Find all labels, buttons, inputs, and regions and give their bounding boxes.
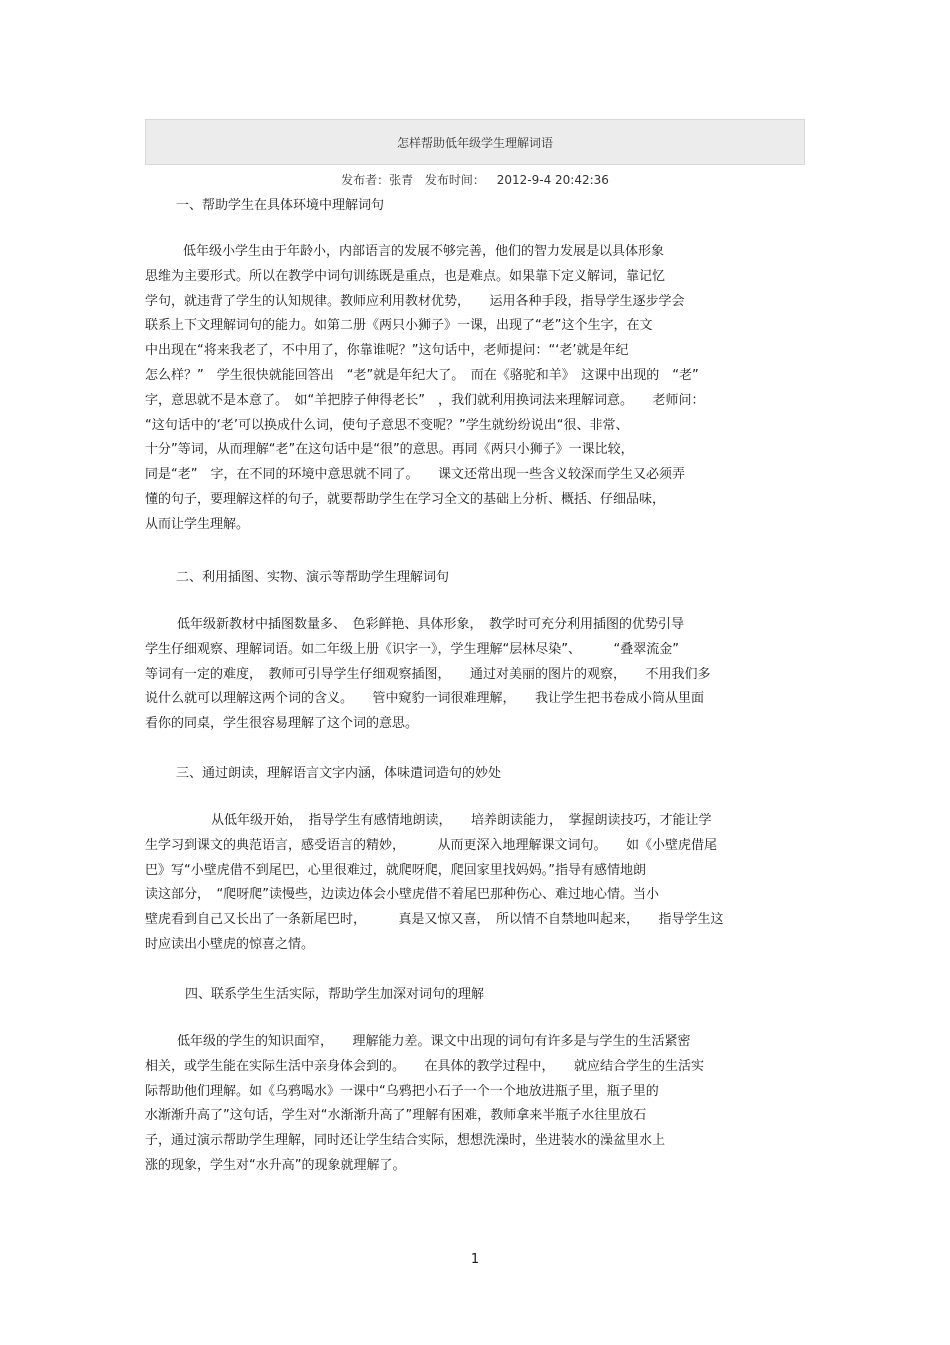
text-line: “这句话中的‘老’可以换成什么词，使句子意思不变呢？”学生就纷纷说出“很、非常、 xyxy=(145,417,629,433)
publisher-label: 发布者：张青 xyxy=(341,173,414,187)
text-line: 时应读出小壁虎的惊喜之情。 xyxy=(145,936,315,952)
section-heading-3: 三、通过朗读，理解语言文字内涵，体味遣词造句的妙处 xyxy=(176,766,502,781)
publish-info xyxy=(145,171,805,188)
text-line: 子，通过演示帮助学生理解，同时还让学生结合实际，想想洗澡时，坐进装水的澡盆里水上 xyxy=(145,1133,666,1149)
text-line: 低年级小学生由于年龄小，内部语言的发展不够完善，他们的智力发展是以具体形象 xyxy=(183,244,665,259)
text-line: 思维为主要形式。所以在教学中词句训练既是重点，也是难点。如果靠下定义解词，靠记忆 xyxy=(145,268,666,284)
text-line: 说什么就可以理解这两个词的含义。 管中窥豹一词很难理解， 我让学生把书卷成小筒从里面 xyxy=(145,691,705,707)
text-line: 十分”等词，从而理解“老”在这句话中是“很”的意思。再同《两只小狮子》一课比较， xyxy=(145,442,634,458)
title-bar xyxy=(145,119,805,165)
text-line: 看你的同桌，学生很容易理解了这个词的意思。 xyxy=(145,716,419,732)
page-number: 1 xyxy=(470,1252,480,1267)
text-line: 低年级新教材中插图数量多、 色彩鲜艳、具体形象， 教学时可充分利用插图的优势引导 xyxy=(177,617,685,632)
section-body-4 xyxy=(145,1030,805,1179)
text-line: 字，意思就不是本意了。 如“羊把脖子伸得老长” ，我们就利用换词法来理解词意。 老师问： xyxy=(145,392,705,408)
text-line: 联系上下文理解词句的能力。如第二册《两只小狮子》一课，出现了“老”这个生字，在文 xyxy=(145,318,653,334)
section-body-1 xyxy=(145,240,805,538)
text-line: 从而让学生理解。 xyxy=(145,516,250,532)
text-line: 低年级的学生的知识面窄， 理解能力差。课文中出现的词句有许多是与学生的生活紧密 xyxy=(177,1034,691,1049)
text-line: 懂的句子，要理解这样的句子，就要帮助学生在学习全文的基础上分析、概括、仔细品味， xyxy=(145,491,666,507)
text-line: 生学习到课文的典范语言，感受语言的精妙， 从而更深入地理解课文词句。 如《小壁虎借尾 xyxy=(145,837,718,853)
publish-time-label: 发布时间： xyxy=(424,173,485,187)
text-line: 从低年级开始， 指导学生有感情地朗读， 培养朗读能力， 掌握朗读技巧，才能让学 xyxy=(211,813,712,828)
text-line: 涨的现象，学生对“水升高”的现象就理解了。 xyxy=(145,1157,406,1173)
text-line: 学生仔细观察、理解词语。如二年级上册《识字一》，学生理解“层林尽染”、 “叠翠流金” xyxy=(145,641,679,657)
publish-time-value: 2012-9-4 20:42:36 xyxy=(496,173,609,187)
section-heading-4: 四、联系学生生活实际，帮助学生加深对词句的理解 xyxy=(185,987,485,1002)
section-body-2 xyxy=(145,613,805,737)
text-line: 中出现在“将来我老了，不中用了，你靠谁呢？”这句话中，老师提问：“‘老’就是年纪 xyxy=(145,343,629,359)
section-heading-1: 一、帮助学生在具体环境中理解词句 xyxy=(176,198,385,213)
text-line: 等词有一定的难度， 教师可引导学生仔细观察插图， 通过对美丽的图片的观察， 不用我们多 xyxy=(145,666,711,682)
text-line: 壁虎看到自己又长出了一条新尾巴时， 真是又惊又喜， 所以情不自禁地叫起来， 指导学生这 xyxy=(145,912,724,928)
text-line: 读这部分， “爬呀爬”读慢些，边读边体会小壁虎借不着尾巴那种伤心、难过地心情。当小 xyxy=(145,887,659,903)
text-line: 同是“老” 字，在不同的环境中意思就不同了。 课文还常出现一些含义较深而学生又必须弄 xyxy=(145,467,685,483)
text-line: 怎么样？” 学生很快就能回答出 “老”就是年纪大了。 而在《骆驼和羊》 这课中出现的 “老” xyxy=(145,367,699,383)
text-line: 际帮助他们理解。如《乌鸦喝水》一课中“乌鸦把小石子一个一个地放进瓶子里，瓶子里的 xyxy=(145,1083,659,1099)
text-line: 巴》写“小壁虎借不到尾巴，心里很难过，就爬呀爬，爬回家里找妈妈。”指导有感情地朗 xyxy=(145,862,646,878)
text-line: 学句，就违背了学生的认知规律。教师应利用教材优势， 运用各种手段，指导学生逐步学会 xyxy=(145,293,685,309)
text-line: 相关，或学生能在实际生活中亲身体会到的。 在具体的教学过程中， 就应结合学生的生活实 xyxy=(145,1058,705,1074)
section-body-3 xyxy=(145,809,805,958)
section-heading-2: 二、利用插图、实物、演示等帮助学生理解词句 xyxy=(176,570,450,585)
text-line: 水渐渐升高了”这句话，学生对“水渐渐升高了”理解有困难，教师拿来半瓶子水往里放石 xyxy=(145,1108,647,1124)
page-title: 怎样帮助低年级学生理解词语 xyxy=(396,135,553,150)
